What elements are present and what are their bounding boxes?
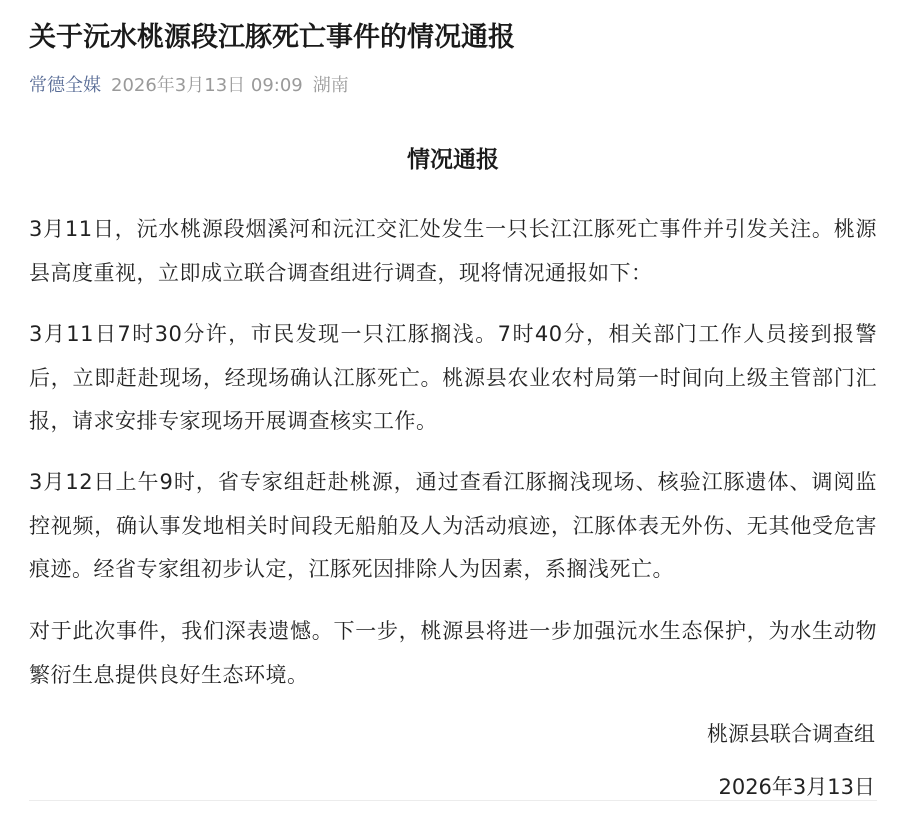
- publish-location: 湖南: [312, 75, 349, 96]
- bottom-divider: [29, 800, 877, 801]
- paragraph-discovery: 3月11日7时30分许，市民发现一只江豚搁浅。7时40分，相关部门工作人员接到报警后，立即赶赴现场，经现场确认江豚死亡。桃源县农业农村局第一时间向上级主管部门汇报，请求安排专家现场开展调查核实工作。: [29, 322, 877, 433]
- signature-date: 2026年3月13日: [718, 775, 875, 799]
- paragraph-intro: 3月11日，沅水桃源段烟溪河和沅江交汇处发生一只长江江豚死亡事件并引发关注。桃源县高度重视，立即成立联合调查组进行调查，现将情况通报如下：: [29, 217, 877, 285]
- paragraph-investigation: 3月12日上午9时，省专家组赶赴桃源，通过查看江豚搁浅现场、核验江豚遗体、调阅监控视频，确认事发地相关时间段无船舶及人为活动痕迹，江豚体表无外伤、无其他受危害痕迹。经省专家组初步认定，江豚死因排除人为因素，系搁浅死亡。: [29, 470, 877, 581]
- publish-time: 2026年3月13日 09:09: [111, 75, 303, 96]
- paragraph-conclusion: 对于此次事件，我们深表遗憾。下一步，桃源县将进一步加强沅水生态保护，为水生动物繁衍生息提供良好生态环境。: [29, 619, 877, 687]
- signature-organization: 桃源县联合调查组: [707, 722, 875, 746]
- source-link[interactable]: 常德全媒: [29, 75, 101, 96]
- article-title: 关于沅水桃源段江豚死亡事件的情况通报: [29, 22, 515, 53]
- article-meta: [29, 72, 349, 100]
- notice-heading: 情况通报: [407, 147, 499, 173]
